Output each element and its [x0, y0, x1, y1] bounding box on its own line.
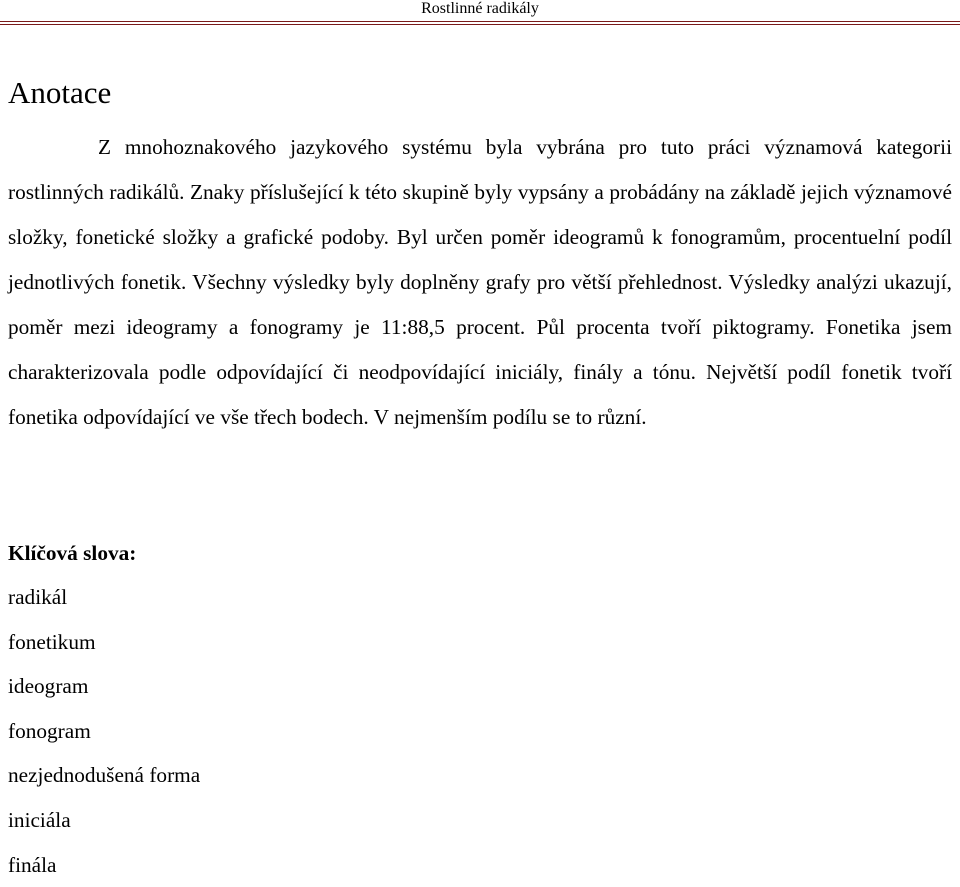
- keyword-item: radikál: [8, 585, 68, 609]
- keywords-heading: Klíčová slova:: [8, 541, 137, 565]
- keyword-item: ideogram: [8, 674, 89, 699]
- abstract-paragraph: Z mnohoznakového jazykového systému byla vybrána pro tuto práci významová kategorii rostlinných radikálů. Znaky příslušející k této skupině byly vypsány a probádány na základě jejich významové složky, fonetické složky a grafické podoby. Byl určen poměr ideogramů k fonogramům, procentuelní podíl jednotlivých fonetik. Všechny výsledky byly doplněny grafy pro větší přehlednost. Výsledky analýzi ukazují, poměr mezi ideogramy a fonogramy je 11:88,5 procent. Půl procenta tvoří piktogramy. Fonetika jsem charakterizovala podle odpovídající či neodpovídající iniciály, finály a tónu. Největší podíl fonetik tvoří fonetika odpovídající ve vše třech bodech. V nejmenším podílu se to různí.: [8, 135, 952, 429]
- keyword-item: fonetikum: [8, 629, 96, 654]
- keyword-item: iniciála: [8, 807, 71, 832]
- keyword-item: nezjednodušená forma: [8, 763, 201, 788]
- running-header: Rostlinné radikály: [421, 0, 539, 17]
- section-title: Anotace: [8, 75, 112, 110]
- keyword-item: finála: [8, 852, 57, 877]
- keyword-list: [8, 575, 200, 887]
- header-rule: [0, 21, 960, 22]
- keyword-item: fonogram: [8, 718, 91, 743]
